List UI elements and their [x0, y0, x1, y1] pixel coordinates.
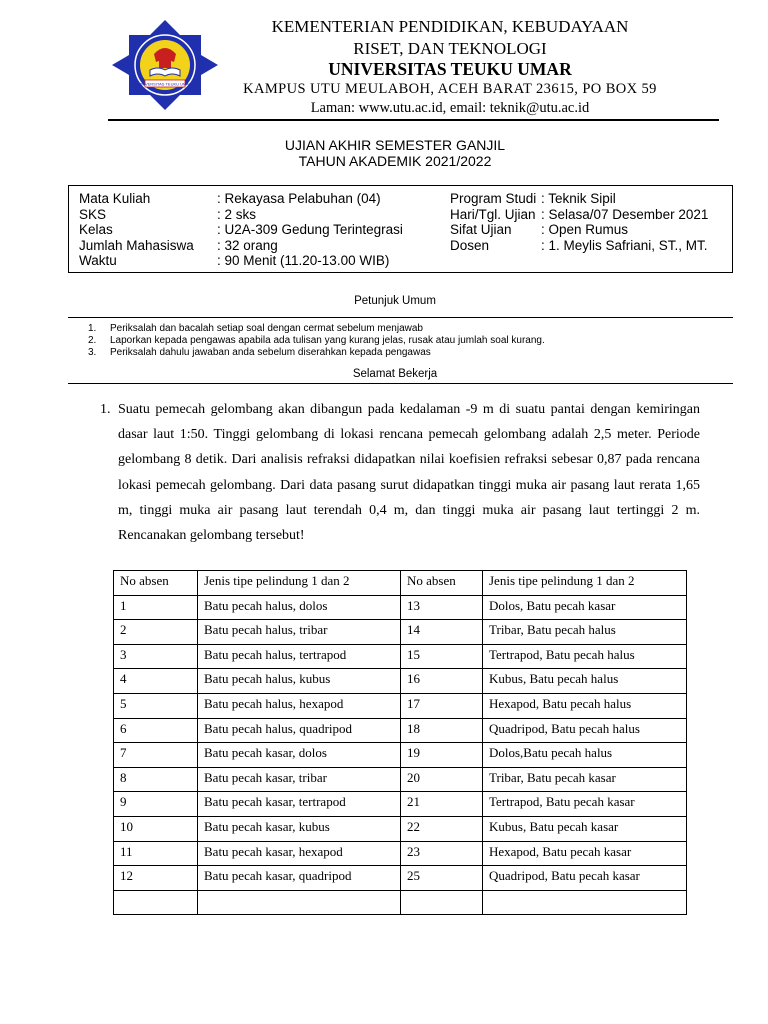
info-value: : 1. Meylis Safriani, ST., MT.	[541, 237, 708, 253]
protection-type-cell: Batu pecah halus, kubus	[198, 669, 401, 694]
info-value: : Selasa/07 Desember 2021	[541, 206, 709, 222]
question-text: Suatu pemecah gelombang akan dibangun pada kedalaman -9 m di suatu pantai dengan kemiringan dasar laut 1:50. Tinggi gelombang di lokasi rencana pemecah gelombang adalah 2,5 meter. Periode gelombang 8 detik. Dari analisis refraksi didapatkan nilai koefisien refraksi sebesar 0,87 pada rencana lokasi pemecah gelombang. Dari data pasang surut didapatkan tinggi muka air pasang laut rerata 1,65 m, tinggi muka air pasang laut terendah 0,4 m, dan tinggi muka air pasang laut tertinggi 2 m. Rencanakan gelombang tersebut!	[118, 402, 700, 544]
info-value: : U2A-309 Gedung Terintegrasi	[217, 222, 403, 237]
info-label: Waktu	[79, 253, 117, 268]
logo-banner-text: UNIVERSITAS TEUKU UMAR	[138, 81, 192, 87]
letterhead-divider	[108, 119, 719, 121]
protection-type-cell: Batu pecah halus, dolos	[198, 595, 401, 620]
absen-number-cell: 17	[401, 693, 483, 718]
info-label: Jumlah Mahasiswa	[79, 237, 194, 253]
protection-type-cell: Batu pecah kasar, tertrapod	[198, 792, 401, 817]
ministry-name-line1: KEMENTERIAN PENDIDIKAN, KEBUDAYAAN	[271, 17, 629, 36]
absen-number-cell: 3	[114, 644, 198, 669]
question-number: 1.	[100, 402, 111, 417]
absen-number-cell: 23	[401, 841, 483, 866]
exam-title: UJIAN AKHIR SEMESTER GANJIL	[284, 137, 506, 153]
protection-type-cell: Dolos,Batu pecah halus	[483, 743, 687, 768]
info-left-values	[217, 191, 403, 269]
ministry-name-line2: RISET, DAN TEKNOLOGI	[353, 39, 547, 58]
protection-type-cell: Batu pecah halus, hexapod	[198, 693, 401, 718]
info-right-labels	[450, 191, 536, 253]
table-row	[114, 669, 687, 694]
protection-type-cell	[198, 890, 401, 915]
table-row	[114, 718, 687, 743]
info-value: : 90 Menit (11.20-13.00 WIB)	[217, 253, 390, 268]
protection-type-cell: Dolos, Batu pecah kasar	[483, 595, 687, 620]
info-label: Program Studi	[450, 191, 537, 206]
info-label: SKS	[79, 206, 107, 222]
university-logo	[108, 18, 222, 112]
info-value: : 2 sks	[217, 206, 257, 222]
info-left-labels	[79, 191, 194, 269]
protection-type-cell: Tertrapod, Batu pecah halus	[483, 644, 687, 669]
absen-number-cell: 11	[114, 841, 198, 866]
absen-number-cell	[401, 890, 483, 915]
info-value: : Teknik Sipil	[541, 191, 616, 206]
absen-number-cell: 12	[114, 866, 198, 891]
protection-type-cell: Tertrapod, Batu pecah kasar	[483, 792, 687, 817]
instructions-bottom-rule	[68, 383, 733, 384]
absen-number-cell: 25	[401, 866, 483, 891]
info-value: : Rekayasa Pelabuhan (04)	[217, 191, 381, 206]
protection-type-cell: Batu pecah kasar, quadripod	[198, 866, 401, 891]
exam-info-box	[68, 185, 733, 273]
university-name: UNIVERSITAS TEUKU UMAR	[328, 59, 572, 79]
instructions-heading: Petunjuk Umum	[354, 295, 436, 307]
absen-number-cell: 4	[114, 669, 198, 694]
protection-type-cell: Tribar, Batu pecah kasar	[483, 767, 687, 792]
protection-type-cell: Batu pecah kasar, dolos	[198, 743, 401, 768]
absen-number-cell: 16	[401, 669, 483, 694]
info-label: Mata Kuliah	[79, 191, 151, 206]
closing-greeting: Selamat Bekerja	[352, 368, 438, 380]
table-row	[114, 866, 687, 891]
protection-type-table	[113, 570, 687, 915]
absen-number-cell: 5	[114, 693, 198, 718]
absen-number-cell: 21	[401, 792, 483, 817]
absen-number-cell: 20	[401, 767, 483, 792]
protection-type-cell	[483, 890, 687, 915]
protection-type-cell: Jenis tipe pelindung 1 dan 2	[198, 571, 401, 596]
protection-type-cell: Batu pecah halus, quadripod	[198, 718, 401, 743]
protection-type-cell: Batu pecah kasar, kubus	[198, 816, 401, 841]
protection-type-cell: Hexapod, Batu pecah halus	[483, 693, 687, 718]
absen-number-cell: No absen	[114, 571, 198, 596]
info-label: Dosen	[450, 237, 490, 253]
table-row	[114, 890, 687, 915]
protection-type-cell: Batu pecah kasar, tribar	[198, 767, 401, 792]
protection-type-cell: Batu pecah halus, tertrapod	[198, 644, 401, 669]
instructions-top-rule	[68, 317, 733, 318]
table-row	[114, 620, 687, 645]
absen-number-cell: No absen	[401, 571, 483, 596]
table-row	[114, 841, 687, 866]
table-row	[114, 595, 687, 620]
table-row	[114, 693, 687, 718]
table-row	[114, 792, 687, 817]
table-row	[114, 767, 687, 792]
table-row	[114, 644, 687, 669]
info-right-values	[541, 191, 708, 253]
absen-number-cell: 2	[114, 620, 198, 645]
protection-type-cell: Quadripod, Batu pecah kasar	[483, 866, 687, 891]
info-label: Sifat Ujian	[450, 222, 512, 237]
protection-type-cell: Quadripod, Batu pecah halus	[483, 718, 687, 743]
campus-address: KAMPUS UTU MEULABOH, ACEH BARAT 23615, PO BOX 59	[243, 81, 657, 97]
absen-number-cell: 18	[401, 718, 483, 743]
absen-number-cell: 19	[401, 743, 483, 768]
protection-type-cell: Tribar, Batu pecah halus	[483, 620, 687, 645]
absen-number-cell: 7	[114, 743, 198, 768]
absen-number-cell: 14	[401, 620, 483, 645]
absen-number-cell: 13	[401, 595, 483, 620]
academic-year: TAHUN AKADEMIK 2021/2022	[298, 153, 492, 169]
instructions-list	[88, 323, 728, 359]
protection-type-cell: Kubus, Batu pecah halus	[483, 669, 687, 694]
info-value: : Open Rumus	[541, 222, 629, 237]
info-label: Kelas	[79, 222, 113, 237]
table-header-row	[114, 571, 687, 596]
contact-info: Laman: www.utu.ac.id, email: teknik@utu.ac.id	[310, 100, 590, 116]
absen-number-cell: 9	[114, 792, 198, 817]
protection-type-cell: Jenis tipe pelindung 1 dan 2	[483, 571, 687, 596]
instruction-item: 2. Laporkan kepada pengawas apabila ada tulisan yang kurang jelas, rusak atau jumlah soal kurang.	[88, 335, 545, 346]
table-row	[114, 816, 687, 841]
info-label: Hari/Tgl. Ujian	[450, 206, 536, 222]
absen-number-cell	[114, 890, 198, 915]
absen-number-cell: 10	[114, 816, 198, 841]
protection-type-cell: Batu pecah kasar, hexapod	[198, 841, 401, 866]
instruction-item: 1. Periksalah dan bacalah setiap soal dengan cermat sebelum menjawab	[88, 323, 423, 334]
protection-type-cell: Kubus, Batu pecah kasar	[483, 816, 687, 841]
protection-type-cell: Batu pecah halus, tribar	[198, 620, 401, 645]
instruction-item: 3. Periksalah dahulu jawaban anda sebelum diserahkan kepada pengawas	[88, 347, 431, 358]
absen-number-cell: 22	[401, 816, 483, 841]
absen-number-cell: 8	[114, 767, 198, 792]
absen-number-cell: 1	[114, 595, 198, 620]
table-row	[114, 743, 687, 768]
absen-number-cell: 15	[401, 644, 483, 669]
absen-number-cell: 6	[114, 718, 198, 743]
protection-type-cell: Hexapod, Batu pecah kasar	[483, 841, 687, 866]
info-value: : 32 orang	[217, 237, 278, 253]
